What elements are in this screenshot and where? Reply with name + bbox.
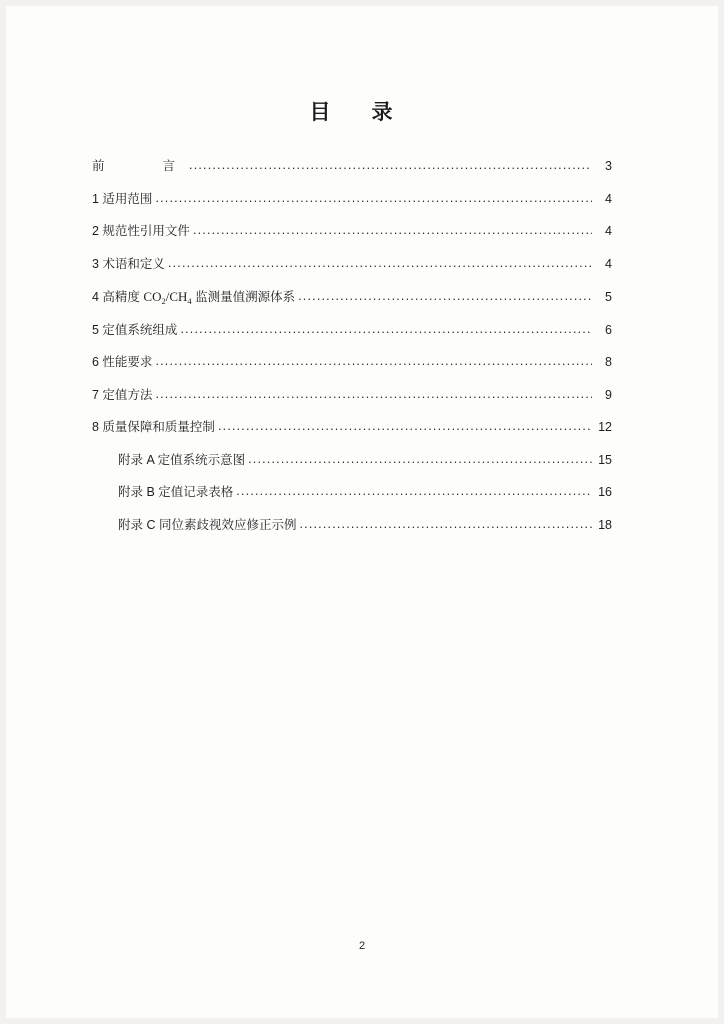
toc-entry[interactable] [92,225,612,239]
toc-entry-page: 4 [605,224,612,239]
toc-leader-dots [155,388,592,401]
toc-entry-label: 2 规范性引用文件 [92,224,190,239]
toc-entry-page: 4 [605,256,612,271]
scan-edge-top [0,0,724,6]
toc-entry[interactable] [92,486,612,500]
toc-leader-dots [155,193,592,206]
toc-entry[interactable] [92,388,612,402]
scan-edge-bottom [0,1018,724,1024]
toc-entry[interactable] [92,258,612,272]
toc-leader-dots [180,323,592,336]
toc-entry[interactable] [92,518,612,532]
toc-entry[interactable] [92,193,612,207]
toc-entry-label: 6 性能要求 [92,355,153,369]
toc-leader-dots [218,421,592,434]
toc-leader-dots [298,291,592,304]
toc-entry-page: 9 [605,387,612,402]
toc-leader-dots [168,258,592,271]
toc-entry-label: 5 定值系统组成 [92,322,178,337]
toc-entry-page: 3 [605,159,612,174]
toc-leader-dots [155,356,592,369]
toc-leader-dots [236,486,592,499]
toc-entry-label: 前 言 [92,159,187,174]
scan-edge-right [718,0,724,1024]
toc-entry-label: 7 定值方法 [92,387,153,402]
table-of-contents [92,96,612,551]
toc-entry-page: 16 [598,485,612,499]
toc-entry[interactable] [92,323,612,337]
toc-entry-label: 附录 C 同位素歧视效应修正示例 [118,517,297,532]
toc-entry[interactable] [92,356,612,370]
toc-entry[interactable] [92,421,612,435]
toc-leader-dots [299,518,592,531]
toc-entry-page: 8 [605,355,612,369]
toc-entry[interactable] [92,160,612,174]
toc-entry-page: 18 [598,517,612,532]
toc-entry-label: 4 高精度 $CO_2/CH_4$ 监测量值溯源体系 [92,289,296,306]
toc-entry-label: 附录 A 定值系统示意图 [118,452,246,467]
toc-entry-page: 5 [605,290,612,304]
toc-entry-page: 15 [598,452,612,467]
toc-entry-page: 6 [605,322,612,337]
toc-entry-list [92,160,612,532]
toc-entry[interactable] [92,453,612,467]
toc-leader-dots [189,160,592,173]
toc-entry-page: 4 [605,191,612,206]
toc-entry-label: 1 适用范围 [92,191,153,206]
toc-entry-label: 8 质量保障和质量控制 [92,420,215,434]
toc-leader-dots [193,225,592,238]
toc-entry-label: 附录 B 定值记录表格 [118,485,234,499]
page-title: 目 录 [309,101,403,124]
page-number: 2 [358,940,366,952]
toc-entry-page: 12 [598,420,612,434]
toc-leader-dots [248,453,592,466]
toc-entry-label: 3 术语和定义 [92,256,165,271]
scan-edge-left [0,0,6,1024]
toc-entry[interactable] [92,290,612,305]
